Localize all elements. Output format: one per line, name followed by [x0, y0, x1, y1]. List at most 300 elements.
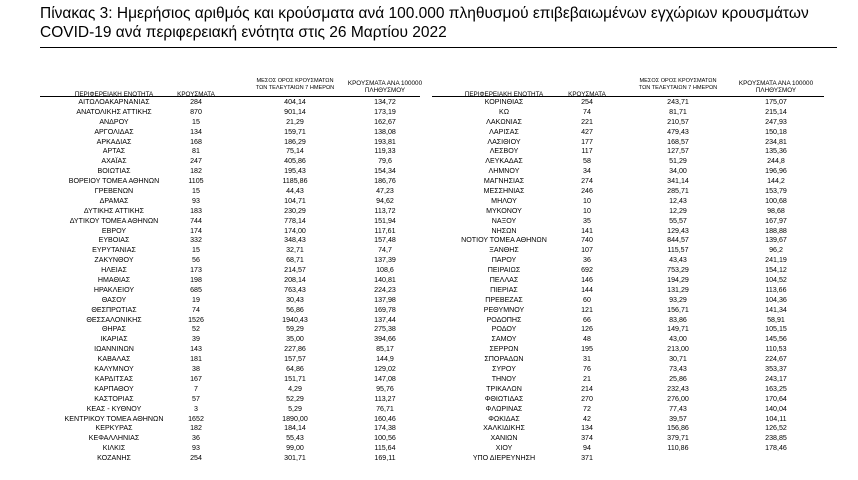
left-cases-cell: 57 — [192, 394, 200, 403]
left-per-100k-cell: 129,02 — [374, 365, 396, 374]
right-cases-cell: 35 — [583, 216, 591, 225]
right-region-name-cell: ΡΕΘΥΜΝΟΥ — [483, 305, 525, 314]
left-per-100k-cell: 160,46 — [374, 414, 396, 423]
right-avg-7day-cell: 43,43 — [669, 256, 687, 265]
right-region-name-cell: ΧΑΝΙΩΝ — [490, 434, 518, 443]
table-row — [0, 454, 858, 464]
left-per-100k-cell: 74,7 — [378, 246, 392, 255]
left-per-100k-cell: 147,08 — [374, 374, 396, 383]
left-region-name-cell: ΗΡΑΚΛΕΙΟΥ — [93, 285, 135, 294]
left-avg-7day-cell: 901,14 — [284, 107, 306, 116]
left-avg-7day-cell: 405,86 — [284, 157, 306, 166]
left-cases-cell: 181 — [190, 355, 202, 364]
header-rule-left — [40, 96, 420, 97]
left-per-100k-cell: 113,27 — [374, 394, 396, 403]
table-row — [0, 444, 858, 454]
table-row — [0, 385, 858, 395]
right-avg-7day-cell: 285,71 — [667, 187, 689, 196]
table-row — [0, 286, 858, 296]
table-row — [0, 375, 858, 385]
right-region-name-cell: ΛΕΥΚΑΔΑΣ — [485, 157, 523, 166]
right-cases-cell: 427 — [581, 127, 593, 136]
right-region-name-cell: ΧΑΛΚΙΔΙΚΗΣ — [483, 424, 525, 433]
table-row — [0, 276, 858, 286]
right-cases-cell: 72 — [583, 404, 591, 413]
left-cases-cell: 284 — [190, 98, 202, 106]
right-avg-7day-cell: 129,43 — [667, 226, 689, 235]
left-cases-cell: 167 — [190, 374, 202, 383]
right-per-100k-cell: 244,8 — [767, 157, 785, 166]
left-region-name-cell: ΗΛΕΙΑΣ — [101, 266, 127, 275]
right-region-name-cell: ΦΘΙΩΤΙΔΑΣ — [484, 394, 524, 403]
left-cases-cell: 183 — [190, 206, 202, 215]
right-region-name-cell: ΝΟΤΙΟΥ ΤΟΜΕΑ ΑΘΗΝΩΝ — [461, 236, 547, 245]
right-cases-cell: 246 — [581, 187, 593, 196]
left-avg-7day-cell: 52,29 — [286, 394, 304, 403]
left-avg-7day-cell: 104,71 — [284, 196, 306, 205]
right-cases-cell: 117 — [581, 147, 593, 156]
table-title-line2: COVID-19 ανά περιφερειακή ενότητα στις 26 Μαρτίου 2022 — [40, 24, 447, 41]
table-row — [0, 167, 858, 177]
left-cases-cell: 174 — [190, 226, 202, 235]
right-cases-cell: 10 — [583, 206, 591, 215]
header-per100k-right-line2: ΠΛΗΘΥΣΜΟΥ — [755, 87, 797, 94]
header-avg-right-line1: ΜΕΣΟΣ ΟΡΟΣ ΚΡΟΥΣΜΑΤΩΝ — [639, 78, 717, 84]
right-per-100k-cell: 215,14 — [765, 107, 787, 116]
right-avg-7day-cell: 30,71 — [669, 355, 687, 364]
right-cases-cell: 58 — [583, 157, 591, 166]
table-row — [0, 128, 858, 138]
right-per-100k-cell: 104,11 — [765, 414, 787, 423]
left-region-name-cell: ΚΕΝΤΡΙΚΟΥ ΤΟΜΕΑ ΑΘΗΝΩΝ — [64, 414, 164, 423]
right-cases-cell: 134 — [581, 424, 593, 433]
table-title — [40, 4, 850, 42]
header-per100k-right-line1: ΚΡΟΥΣΜΑΤΑ ΑΝΑ 100000 — [738, 80, 814, 87]
left-per-100k-cell: 134,72 — [374, 98, 396, 106]
right-cases-cell: 221 — [581, 117, 593, 126]
left-avg-7day-cell: 174,00 — [284, 226, 306, 235]
left-region-name-cell: ΚΑΒΑΛΑΣ — [97, 355, 131, 364]
right-avg-7day-cell: 115,57 — [667, 246, 689, 255]
left-region-name-cell: ΚΑΡΔΙΤΣΑΣ — [94, 374, 134, 383]
left-region-name-cell: ΙΩΑΝΝΙΝΩΝ — [94, 345, 134, 354]
right-cases-cell: 177 — [581, 137, 593, 146]
left-cases-cell: 1652 — [188, 414, 204, 423]
left-per-100k-cell: 173,19 — [374, 107, 396, 116]
right-cases-cell: 371 — [581, 454, 593, 463]
table-row — [0, 306, 858, 316]
right-cases-cell: 692 — [581, 266, 593, 275]
left-cases-cell: 685 — [190, 285, 202, 294]
table-row — [0, 405, 858, 415]
right-cases-cell: 48 — [583, 335, 591, 344]
left-cases-cell: 15 — [192, 117, 200, 126]
right-per-100k-cell: 105,15 — [765, 325, 787, 334]
right-avg-7day-cell: 479,43 — [667, 127, 689, 136]
right-region-name-cell: ΝΑΞΟΥ — [491, 216, 517, 225]
left-cases-cell: 143 — [190, 345, 202, 354]
left-avg-7day-cell: 64,86 — [286, 365, 304, 374]
right-avg-7day-cell: 110,86 — [667, 444, 689, 453]
left-region-name-cell: ΘΑΣΟΥ — [101, 295, 127, 304]
table-row — [0, 316, 858, 326]
left-avg-7day-cell: 195,43 — [284, 167, 306, 176]
left-avg-7day-cell: 157,57 — [284, 355, 306, 364]
left-region-name-cell: ΑΡΓΟΛΙΔΑΣ — [94, 127, 134, 136]
right-region-name-cell: ΛΑΚΩΝΙΑΣ — [486, 117, 522, 126]
title-separator — [40, 47, 837, 48]
left-region-name-cell: ΖΑΚΥΝΘΟΥ — [94, 256, 134, 265]
right-region-name-cell: ΣΑΜΟΥ — [491, 335, 517, 344]
left-avg-7day-cell: 1185,86 — [282, 177, 308, 186]
left-avg-7day-cell: 68,71 — [286, 256, 304, 265]
right-per-100k-cell: 58,91 — [767, 315, 785, 324]
left-cases-cell: 744 — [190, 216, 202, 225]
right-region-name-cell: ΞΑΝΘΗΣ — [489, 246, 519, 255]
right-per-100k-cell: 188,88 — [765, 226, 787, 235]
header-per100k-left-line1: ΚΡΟΥΣΜΑΤΑ ΑΝΑ 100000 — [347, 80, 423, 87]
right-region-name-cell: ΤΗΝΟΥ — [491, 374, 517, 383]
right-per-100k-cell: 96,2 — [769, 246, 783, 255]
table-body — [0, 98, 858, 464]
right-avg-7day-cell: 243,71 — [667, 98, 689, 106]
right-cases-cell: 274 — [581, 177, 593, 186]
right-avg-7day-cell: 25,86 — [669, 374, 687, 383]
left-avg-7day-cell: 30,43 — [286, 295, 304, 304]
header-avg-right-line2: ΤΩΝ ΤΕΛΕΥΤΑΙΩΝ 7 ΗΜΕΡΩΝ — [638, 84, 718, 91]
left-avg-7day-cell: 55,43 — [286, 434, 304, 443]
header-per100k-left — [340, 80, 430, 94]
right-per-100k-cell: 178,46 — [765, 444, 787, 453]
right-region-name-cell: ΛΑΡΙΣΑΣ — [489, 127, 519, 136]
right-avg-7day-cell: 210,57 — [667, 117, 689, 126]
right-cases-cell: 76 — [583, 365, 591, 374]
header-per100k-left-line2: ΠΛΗΘΥΣΜΟΥ — [364, 87, 406, 94]
left-region-name-cell: ΔΥΤΙΚΟΥ ΤΟΜΕΑ ΑΘΗΝΩΝ — [69, 216, 159, 225]
table-row — [0, 197, 858, 207]
right-per-100k-cell: 144,2 — [767, 177, 785, 186]
right-avg-7day-cell: 73,43 — [669, 365, 687, 374]
header-avg-left-line1: ΜΕΣΟΣ ΟΡΟΣ ΚΡΟΥΣΜΑΤΩΝ — [256, 78, 334, 84]
right-cases-cell: 121 — [581, 305, 593, 314]
right-cases-cell: 74 — [583, 107, 591, 116]
left-region-name-cell: ΘΗΡΑΣ — [102, 325, 126, 334]
left-per-100k-cell: 394,66 — [374, 335, 396, 344]
left-cases-cell: 247 — [190, 157, 202, 166]
left-region-name-cell: ΑΡΤΑΣ — [102, 147, 126, 156]
right-region-name-cell: ΣΥΡΟΥ — [492, 365, 516, 374]
left-cases-cell: 93 — [192, 444, 200, 453]
left-cases-cell: 254 — [190, 454, 202, 463]
table-row — [0, 138, 858, 148]
left-region-name-cell: ΒΟΡΕΙΟΥ ΤΟΜΕΑ ΑΘΗΝΩΝ — [68, 177, 160, 186]
right-region-name-cell: ΤΡΙΚΑΛΩΝ — [486, 384, 522, 393]
left-cases-cell: 81 — [192, 147, 200, 156]
left-region-name-cell: ΚΑΛΥΜΝΟΥ — [94, 365, 134, 374]
left-region-name-cell: ΔΡΑΜΑΣ — [99, 196, 129, 205]
left-region-name-cell: ΑΝΔΡΟΥ — [99, 117, 129, 126]
left-region-name-cell: ΘΕΣΣΑΛΟΝΙΚΗΣ — [86, 315, 142, 324]
right-per-100k-cell: 238,85 — [765, 434, 787, 443]
left-per-100k-cell: 113,72 — [374, 206, 396, 215]
right-per-100k-cell: 196,96 — [765, 167, 787, 176]
header-region-right: ΠΕΡΙΦΕΡΕΙΑΚΗ ΕΝΟΤΗΤΑ — [464, 91, 544, 98]
left-per-100k-cell: 275,38 — [374, 325, 396, 334]
left-avg-7day-cell: 59,29 — [286, 325, 304, 334]
left-per-100k-cell: 138,08 — [374, 127, 396, 136]
table-row — [0, 118, 858, 128]
left-avg-7day-cell: 5,29 — [288, 404, 302, 413]
left-per-100k-cell: 95,76 — [376, 384, 394, 393]
left-avg-7day-cell: 184,14 — [284, 424, 306, 433]
right-per-100k-cell: 139,67 — [765, 236, 787, 245]
right-cases-cell: 10 — [583, 196, 591, 205]
left-avg-7day-cell: 21,29 — [286, 117, 304, 126]
right-avg-7day-cell: 168,57 — [667, 137, 689, 146]
right-cases-cell: 141 — [581, 226, 593, 235]
right-region-name-cell: ΜΗΛΟΥ — [491, 196, 517, 205]
right-cases-cell: 144 — [581, 285, 593, 294]
table-row — [0, 266, 858, 276]
table-row — [0, 355, 858, 365]
table-title-line1: Πίνακας 3: Ημερήσιος αριθμός και κρούσματα ανά 100.000 πληθυσμού επιβεβαιωμένων εγχώριων κρουσμάτων — [40, 5, 809, 22]
right-region-name-cell: ΜΕΣΣΗΝΙΑΣ — [483, 187, 525, 196]
right-avg-7day-cell: 93,29 — [669, 295, 687, 304]
left-avg-7day-cell: 763,43 — [284, 285, 306, 294]
right-cases-cell: 146 — [581, 276, 593, 285]
right-avg-7day-cell: 83,86 — [669, 315, 687, 324]
right-avg-7day-cell: 213,00 — [667, 345, 689, 354]
right-region-name-cell: ΛΑΣΙΘΙΟΥ — [487, 137, 521, 146]
left-avg-7day-cell: 56,86 — [286, 305, 304, 314]
right-per-100k-cell: 104,36 — [765, 295, 787, 304]
left-per-100k-cell: 154,34 — [374, 167, 396, 176]
table-row — [0, 177, 858, 187]
right-avg-7day-cell: 81,71 — [669, 107, 687, 116]
left-avg-7day-cell: 208,14 — [284, 276, 306, 285]
right-per-100k-cell: 224,67 — [765, 355, 787, 364]
right-cases-cell: 66 — [583, 315, 591, 324]
left-per-100k-cell: 47,23 — [376, 187, 394, 196]
left-avg-7day-cell: 1890,00 — [282, 414, 308, 423]
right-per-100k-cell: 243,17 — [765, 374, 787, 383]
right-region-name-cell: ΚΟΡΙΝΘΙΑΣ — [484, 98, 524, 106]
right-region-name-cell: ΜΑΓΝΗΣΙΑΣ — [483, 177, 525, 186]
left-per-100k-cell: 224,23 — [374, 285, 396, 294]
table-row — [0, 246, 858, 256]
right-per-100k-cell: 98,68 — [767, 206, 785, 215]
right-per-100k-cell: 247,93 — [765, 117, 787, 126]
right-cases-cell: 195 — [581, 345, 593, 354]
right-cases-cell: 60 — [583, 295, 591, 304]
table-row — [0, 415, 858, 425]
left-per-100k-cell: 157,48 — [374, 236, 396, 245]
right-avg-7day-cell: 844,57 — [667, 236, 689, 245]
right-per-100k-cell: 150,18 — [765, 127, 787, 136]
left-region-name-cell: ΕΥΒΟΙΑΣ — [98, 236, 130, 245]
left-avg-7day-cell: 348,43 — [284, 236, 306, 245]
left-region-name-cell: ΚΕΑΣ - ΚΥΘΝΟΥ — [86, 404, 142, 413]
left-cases-cell: 182 — [190, 424, 202, 433]
left-cases-cell: 15 — [192, 246, 200, 255]
left-avg-7day-cell: 32,71 — [286, 246, 304, 255]
left-region-name-cell: ΗΜΑΘΙΑΣ — [97, 276, 131, 285]
right-region-name-cell: ΡΟΔΟΥ — [491, 325, 517, 334]
table-row — [0, 236, 858, 246]
left-avg-7day-cell: 227,86 — [284, 345, 306, 354]
header-avg-left-line2: ΤΩΝ ΤΕΛΕΥΤΑΙΩΝ 7 ΗΜΕΡΩΝ — [255, 84, 335, 91]
right-avg-7day-cell: 149,71 — [667, 325, 689, 334]
left-per-100k-cell: 94,62 — [376, 196, 394, 205]
left-avg-7day-cell: 4,29 — [288, 384, 302, 393]
right-region-name-cell: ΦΛΩΡΙΝΑΣ — [485, 404, 523, 413]
table-row — [0, 147, 858, 157]
left-per-100k-cell: 193,81 — [374, 137, 396, 146]
left-cases-cell: 182 — [190, 167, 202, 176]
left-avg-7day-cell: 186,29 — [284, 137, 306, 146]
left-region-name-cell: ΔΥΤΙΚΗΣ ΑΤΤΙΚΗΣ — [83, 206, 145, 215]
left-cases-cell: 52 — [192, 325, 200, 334]
right-region-name-cell: ΚΩ — [498, 107, 510, 116]
right-avg-7day-cell: 131,29 — [667, 285, 689, 294]
right-cases-cell: 21 — [583, 374, 591, 383]
table-row — [0, 296, 858, 306]
left-avg-7day-cell: 44,43 — [286, 187, 304, 196]
table-row — [0, 424, 858, 434]
left-region-name-cell: ΘΕΣΠΡΩΤΙΑΣ — [91, 305, 137, 314]
right-region-name-cell: ΦΩΚΙΔΑΣ — [488, 414, 520, 423]
left-cases-cell: 870 — [190, 107, 202, 116]
left-region-name-cell: ΕΒΡΟΥ — [101, 226, 127, 235]
right-region-name-cell: ΠΕΙΡΑΙΩΣ — [487, 266, 521, 275]
right-avg-7day-cell: 156,86 — [667, 424, 689, 433]
left-per-100k-cell: 117,61 — [374, 226, 396, 235]
right-per-100k-cell: 104,52 — [765, 276, 787, 285]
left-region-name-cell: ΒΟΙΩΤΙΑΣ — [97, 167, 131, 176]
right-per-100k-cell: 175,07 — [765, 98, 787, 106]
left-cases-cell: 74 — [192, 305, 200, 314]
table-row — [0, 256, 858, 266]
left-region-name-cell: ΚΟΖΑΝΗΣ — [97, 454, 131, 463]
right-avg-7day-cell: 77,43 — [669, 404, 687, 413]
right-region-name-cell: ΜΥΚΟΝΟΥ — [486, 206, 522, 215]
right-cases-cell: 126 — [581, 325, 593, 334]
left-region-name-cell: ΑΡΚΑΔΙΑΣ — [96, 137, 132, 146]
left-cases-cell: 56 — [192, 256, 200, 265]
left-avg-7day-cell: 301,71 — [284, 454, 306, 463]
right-region-name-cell: ΠΑΡΟΥ — [491, 256, 517, 265]
left-region-name-cell: ΑΝΑΤΟΛΙΚΗΣ ΑΤΤΙΚΗΣ — [76, 107, 152, 116]
right-region-name-cell: ΡΟΔΟΠΗΣ — [486, 315, 522, 324]
right-avg-7day-cell: 127,57 — [667, 147, 689, 156]
left-region-name-cell: ΚΕΡΚΥΡΑΣ — [95, 424, 133, 433]
right-per-100k-cell: 100,68 — [765, 196, 787, 205]
right-cases-cell: 254 — [581, 98, 593, 106]
right-avg-7day-cell: 34,00 — [669, 167, 687, 176]
table-row — [0, 217, 858, 227]
right-avg-7day-cell: 753,29 — [667, 266, 689, 275]
table-row — [0, 108, 858, 118]
right-per-100k-cell: 153,79 — [765, 187, 787, 196]
right-region-name-cell: ΛΕΣΒΟΥ — [489, 147, 519, 156]
right-per-100k-cell: 110,53 — [765, 345, 787, 354]
right-per-100k-cell: 234,81 — [765, 137, 787, 146]
left-region-name-cell: ΚΙΛΚΙΣ — [102, 444, 126, 453]
table-row — [0, 227, 858, 237]
right-per-100k-cell: 140,04 — [765, 404, 787, 413]
left-per-100k-cell: 169,78 — [374, 305, 396, 314]
table-row — [0, 157, 858, 167]
left-per-100k-cell: 119,33 — [374, 147, 396, 156]
right-cases-cell: 42 — [583, 414, 591, 423]
header-cases-left: ΚΡΟΥΣΜΑΤΑ — [177, 91, 215, 98]
left-avg-7day-cell: 778,14 — [284, 216, 306, 225]
left-region-name-cell: ΓΡΕΒΕΝΩΝ — [94, 187, 134, 196]
right-region-name-cell: ΧΙΟΥ — [495, 444, 513, 453]
right-region-name-cell: ΠΕΛΛΑΣ — [489, 276, 519, 285]
table-row — [0, 365, 858, 375]
right-cases-cell: 34 — [583, 167, 591, 176]
left-region-name-cell: ΚΑΡΠΑΘΟΥ — [94, 384, 134, 393]
right-region-name-cell: ΠΙΕΡΙΑΣ — [490, 285, 518, 294]
left-region-name-cell: ΚΕΦΑΛΛΗΝΙΑΣ — [88, 434, 140, 443]
right-per-100k-cell: 126,52 — [765, 424, 787, 433]
left-cases-cell: 134 — [190, 127, 202, 136]
left-cases-cell: 3 — [194, 404, 198, 413]
right-cases-cell: 740 — [581, 236, 593, 245]
right-per-100k-cell: 167,97 — [765, 216, 787, 225]
right-avg-7day-cell: 276,00 — [667, 394, 689, 403]
left-per-100k-cell: 144,9 — [376, 355, 394, 364]
right-per-100k-cell: 353,37 — [765, 365, 787, 374]
right-cases-cell: 214 — [581, 384, 593, 393]
header-avg-left — [248, 78, 342, 91]
right-cases-cell: 107 — [581, 246, 593, 255]
left-per-100k-cell: 85,17 — [376, 345, 394, 354]
left-per-100k-cell: 115,64 — [374, 444, 396, 453]
left-per-100k-cell: 100,56 — [374, 434, 396, 443]
right-per-100k-cell: 154,12 — [765, 266, 787, 275]
left-region-name-cell: ΙΚΑΡΙΑΣ — [100, 335, 128, 344]
right-avg-7day-cell: 156,71 — [667, 305, 689, 314]
right-per-100k-cell: 241,19 — [765, 256, 787, 265]
right-per-100k-cell: 170,64 — [765, 394, 787, 403]
left-region-name-cell: ΑΧΑΪΑΣ — [101, 157, 127, 166]
table-row — [0, 434, 858, 444]
header-per100k-right — [728, 80, 824, 94]
left-cases-cell: 168 — [190, 137, 202, 146]
right-per-100k-cell: 135,36 — [765, 147, 787, 156]
left-avg-7day-cell: 99,00 — [286, 444, 304, 453]
left-per-100k-cell: 137,39 — [374, 256, 396, 265]
left-cases-cell: 198 — [190, 276, 202, 285]
right-avg-7day-cell: 232,43 — [667, 384, 689, 393]
left-cases-cell: 173 — [190, 266, 202, 275]
right-region-name-cell: ΥΠΟ ΔΙΕΡΕΥΝΗΣΗ — [472, 454, 536, 463]
table-row — [0, 98, 858, 108]
left-per-100k-cell: 137,44 — [374, 315, 396, 324]
table-row — [0, 345, 858, 355]
right-per-100k-cell: 141,34 — [765, 305, 787, 314]
right-avg-7day-cell: 194,29 — [667, 276, 689, 285]
right-region-name-cell: ΛΗΜΝΟΥ — [488, 167, 520, 176]
table-row — [0, 187, 858, 197]
left-per-100k-cell: 79,6 — [378, 157, 392, 166]
right-cases-cell: 374 — [581, 434, 593, 443]
left-avg-7day-cell: 35,00 — [286, 335, 304, 344]
left-region-name-cell: ΑΙΤΩΛΟΑΚΑΡΝΑΝΙΑΣ — [78, 98, 150, 106]
left-per-100k-cell: 162,67 — [374, 117, 396, 126]
